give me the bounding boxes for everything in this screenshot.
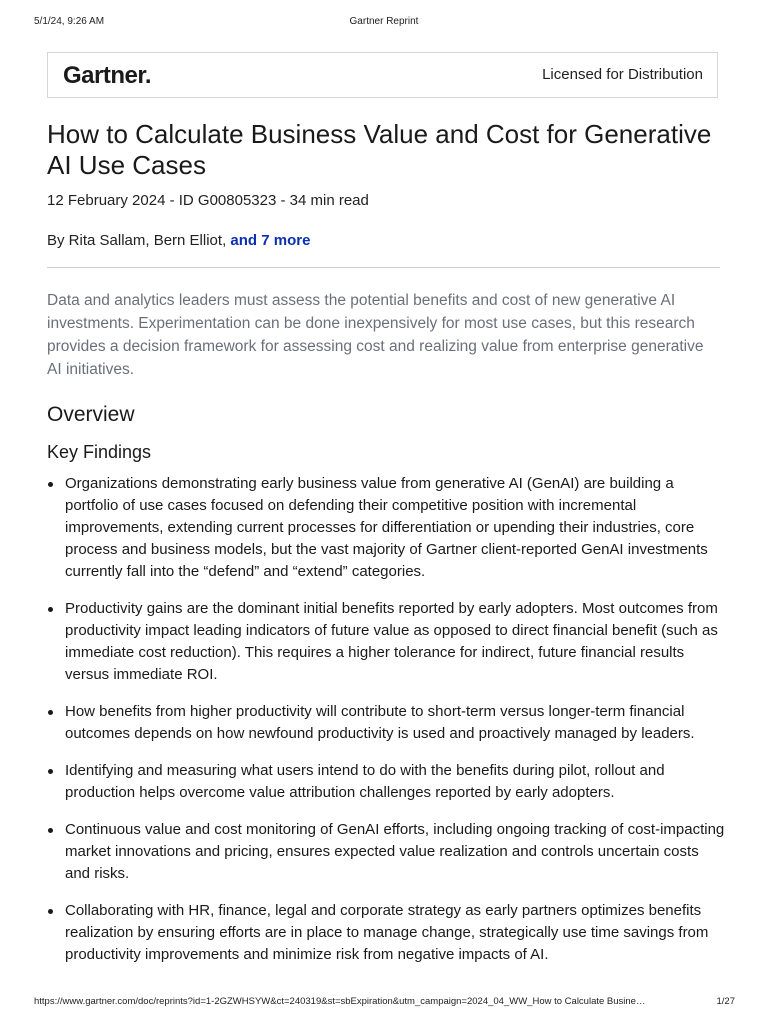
finding-text: How benefits from higher productivity will contribute to short-term versus longer-term financial outcomes depends on how newfound productivity is used and proactively managed by leaders. bbox=[65, 703, 695, 742]
finding-text: Productivity gains are the dominant initial benefits reported by early adopters. Most outcomes from productivity impact leading indicators of future value as opposed to direct financial benefit (such as immediate cost reduction). This requires a higher tolerance for indirect, future financial results versus immediate ROI. bbox=[65, 600, 718, 683]
article-meta: 12 February 2024 - ID G00805323 - 34 min read bbox=[47, 192, 369, 209]
bullet-icon bbox=[48, 482, 53, 487]
print-footer bbox=[0, 996, 768, 1010]
bullet-icon bbox=[48, 607, 53, 612]
finding-text: Continuous value and cost monitoring of GenAI efforts, including ongoing tracking of cost-impacting market innovations and pricing, ensures expected value realization and controls uncertain costs and risks. bbox=[65, 821, 725, 882]
list-item bbox=[47, 819, 727, 885]
list-item bbox=[47, 900, 727, 966]
licensed-label: Licensed for Distribution bbox=[542, 66, 703, 83]
list-item bbox=[47, 760, 727, 804]
article-title: How to Calculate Business Value and Cost for Generative AI Use Cases bbox=[47, 119, 712, 180]
list-item bbox=[47, 473, 727, 583]
bullet-icon bbox=[48, 710, 53, 715]
list-item bbox=[47, 598, 727, 686]
bullet-icon bbox=[48, 828, 53, 833]
finding-text: Collaborating with HR, finance, legal and corporate strategy as early partners optimizes benefits realization by ensuring efforts are in place to manage change, strategically use time savings from productivity improvements and minimize risk from negative impacts of AI. bbox=[65, 902, 709, 963]
finding-text: Identifying and measuring what users intend to do with the benefits during pilot, rollout and production helps overcome value attribution challenges reported by early adopters. bbox=[65, 762, 665, 801]
print-datetime: 5/1/24, 9:26 AM bbox=[34, 16, 105, 27]
page-number: 1/27 bbox=[716, 996, 735, 1007]
article-authors bbox=[47, 232, 310, 249]
gartner-logo[interactable]: Gartner. bbox=[63, 62, 152, 89]
list-item bbox=[47, 701, 727, 745]
print-page-title: Gartner Reprint bbox=[349, 16, 419, 27]
gartner-banner bbox=[47, 52, 718, 98]
article-summary: Data and analytics leaders must assess the potential benefits and cost of new generative AI investments. Experimentation can be done inexpensively for most use cases, but this research provides a decision framework for assessing cost and realizing value from enterprise generative AI initiatives. bbox=[47, 292, 704, 378]
finding-text: Organizations demonstrating early business value from generative AI (GenAI) are building a portfolio of use cases focused on defending their competitive position with incremental improvements, extending current processes for differentiation or upending their industries, core process and business models, but the vast majority of Gartner client-reported GenAI investments currently fall into the “defend” and “extend” categories. bbox=[65, 475, 708, 580]
overview-heading: Overview bbox=[47, 403, 135, 426]
authors-list: By Rita Sallam, Bern Elliot, bbox=[47, 232, 231, 249]
key-findings-heading: Key Findings bbox=[47, 442, 152, 462]
print-url: https://www.gartner.com/doc/reprints?id=1-2GZWHSYW&ct=240319&st=sbExpiration&utm_campaign=2024_04_WW_How to Calculate Busine… bbox=[34, 996, 646, 1007]
divider bbox=[47, 267, 720, 268]
more-authors-link[interactable]: and 7 more bbox=[230, 232, 311, 249]
key-findings-list bbox=[47, 473, 727, 981]
bullet-icon bbox=[48, 909, 53, 914]
print-header bbox=[0, 16, 768, 30]
bullet-icon bbox=[48, 769, 53, 774]
